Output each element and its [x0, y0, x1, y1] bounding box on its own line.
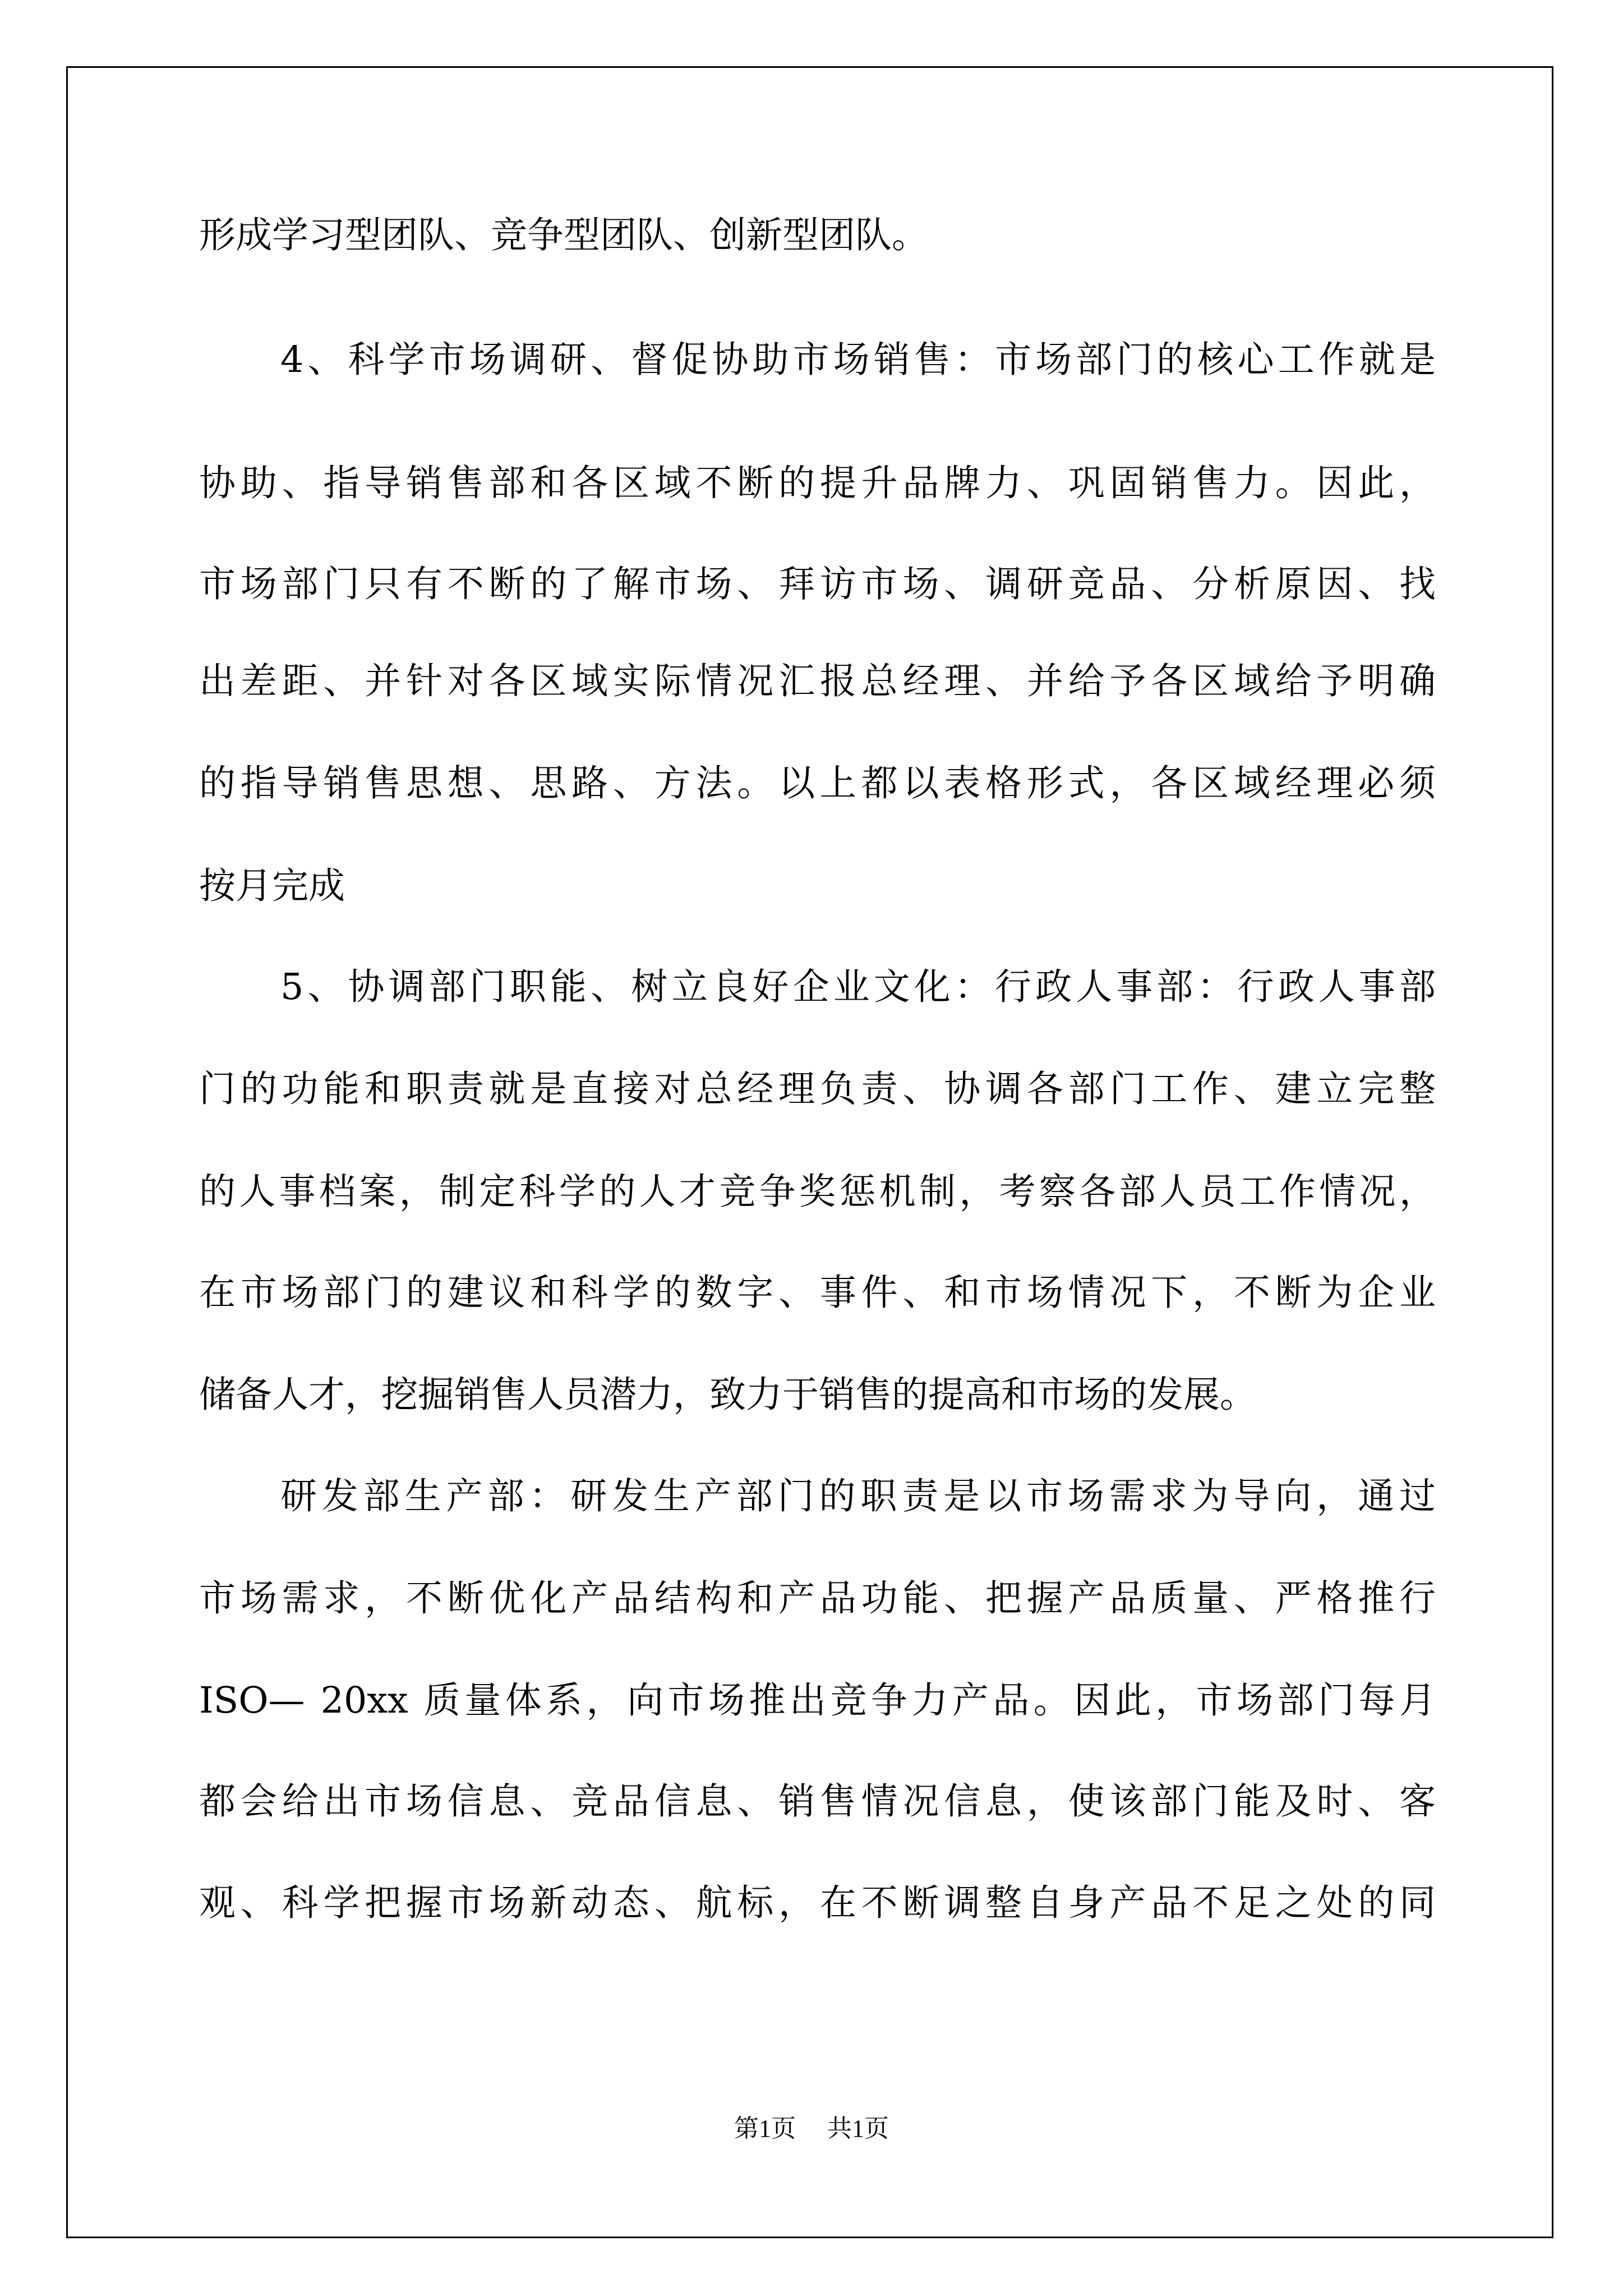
text-line: 4、科学市场调研、督促协助市场销售：市场部门的核心工作就是 [280, 339, 1436, 381]
page-number: 第1页 [734, 2115, 796, 2142]
text-line: 出差距、并针对各区域实际情况汇报总经理、并给予各区域给予明确 [199, 660, 1436, 702]
text-line: 市场需求，不断优化产品结构和产品功能、把握产品质量、严格推行 [199, 1577, 1436, 1619]
page-footer [0, 2113, 1623, 2145]
text-line: 研发部生产部：研发生产部门的职责是以市场需求为导向，通过 [280, 1475, 1436, 1517]
text-line: 储备人才，挖掘销售人员潜力，致力于销售的提高和市场的发展。 [199, 1374, 1257, 1416]
text-line: 的人事档案，制定科学的人才竞争奖惩机制，考察各部人员工作情况， [199, 1171, 1436, 1213]
text-line: 的指导销售思想、思路、方法。以上都以表格形式，各区域经理必须 [199, 762, 1436, 804]
text-line: ISO— 20xx 质量体系，向市场推出竞争力产品。因此，市场部门每月 [199, 1680, 1436, 1722]
text-line: 门的功能和职责就是直接对总经理负责、协调各部门工作、建立完整 [199, 1068, 1436, 1110]
text-line: 市场部门只有不断的了解市场、拜访市场、调研竞品、分析原因、找 [199, 563, 1436, 605]
page-total: 共1页 [827, 2115, 889, 2142]
text-line: 协助、指导销售部和各区域不断的提升品牌力、巩固销售力。因此， [199, 462, 1436, 504]
text-line: 在市场部门的建议和科学的数字、事件、和市场情况下，不断为企业 [199, 1272, 1436, 1314]
text-line: 观、科学把握市场新动态、航标，在不断调整自身产品不足之处的同 [199, 1882, 1436, 1924]
text-line: 按月完成 [199, 865, 345, 907]
text-line: 5、协调部门职能、树立良好企业文化：行政人事部：行政人事部 [280, 966, 1436, 1008]
text-line: 都会给出市场信息、竞品信息、销售情况信息，使该部门能及时、客 [199, 1780, 1436, 1823]
text-line: 形成学习型团队、竞争型团队、创新型团队。 [199, 214, 929, 256]
